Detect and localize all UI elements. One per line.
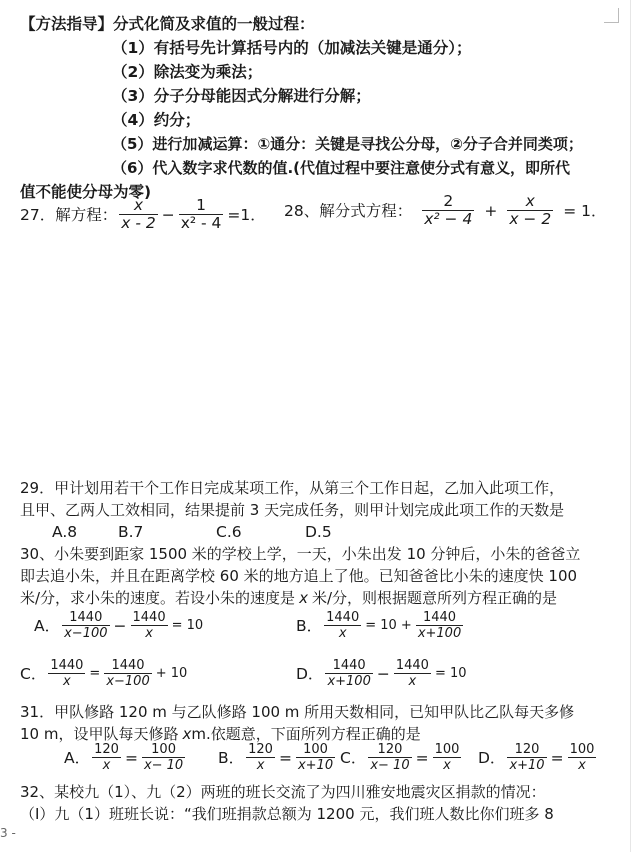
q28-plus: + xyxy=(484,201,498,220)
q31-a-eq: = xyxy=(124,748,138,767)
q31-d-f1-num: 120 xyxy=(507,742,546,758)
q31-option-c xyxy=(340,742,463,773)
q30-option-a xyxy=(34,610,205,641)
q28-f2-num: x xyxy=(507,193,553,211)
q31-a-frac-2 xyxy=(142,742,185,773)
q30-d-f1-num: 1440 xyxy=(325,658,372,674)
q31-c-f2-den: x xyxy=(443,758,451,773)
q31-d-label: D． xyxy=(478,748,506,767)
q31-a-label: A． xyxy=(64,748,91,767)
q30-line-1: 30、小朱要到距家 1500 米的学校上学，一天，小朱出发 10 分钟后，小朱的爸爸立 xyxy=(20,545,581,563)
q31-a-frac-1 xyxy=(92,742,121,773)
q27-fraction-1 xyxy=(119,197,157,232)
q30-a-f2-num: 1440 xyxy=(132,610,166,625)
q27-f1-den: x - 2 xyxy=(121,214,156,232)
q30-d-frac-2 xyxy=(394,658,431,689)
q30-c-mid: = xyxy=(89,665,101,681)
q31-variable: x xyxy=(182,725,192,743)
q30-c-frac-2 xyxy=(104,658,151,689)
q31-c-f1-den: x− 10 xyxy=(370,758,410,773)
q28-f1-num: 2 xyxy=(422,193,474,211)
q30-a-f1-num: 1440 xyxy=(62,610,109,626)
guide-title: 分式化简及求值的一般过程： xyxy=(113,15,315,33)
question-28 xyxy=(284,193,609,228)
q30-b-mid: = 10 + xyxy=(365,617,412,633)
q31-line-2a: 10 m，设甲队每天修路 xyxy=(20,725,179,743)
q31-option-a xyxy=(64,742,187,773)
q30-c-f1-den: x xyxy=(63,674,71,689)
q31-c-frac-2 xyxy=(433,742,462,773)
q27-f2-den: x² - 4 xyxy=(180,214,222,232)
q30-a-f1-den: x−100 xyxy=(64,626,108,641)
q30-line-3a: 米/分，求小朱的速度。若设小朱的速度是 xyxy=(20,589,296,607)
q31-c-f2-num: 100 xyxy=(434,742,460,757)
q30-c-f2-num: 1440 xyxy=(104,658,151,674)
q31-line-2 xyxy=(20,724,421,744)
q31-option-b xyxy=(218,742,337,773)
q31-line-1: 31．甲队修路 120 m 与乙队修路 100 m 所用天数相同，已知甲队比乙队每天多修 xyxy=(20,703,575,721)
q31-b-frac-1 xyxy=(246,742,275,773)
q30-line-2: 即去追小朱，并且在距离学校 60 米的地方追上了他。已知爸爸比小朱的速度快 100 xyxy=(20,567,578,585)
guide-step-5: （5）进行加减运算：①通分：关键是寻找公分母，②分子合并同类项； xyxy=(112,135,583,153)
q31-c-eq: = xyxy=(415,748,429,767)
q31-c-f1-num: 120 xyxy=(368,742,411,758)
q30-c-tail: + 10 xyxy=(155,665,188,681)
q27-minus: − xyxy=(161,205,175,224)
q27-tail: =1． xyxy=(227,205,266,224)
q29-option-d: D.5 xyxy=(305,523,332,541)
q30-b-f2-den: x+100 xyxy=(417,626,462,641)
q30-d-tail: = 10 xyxy=(434,665,467,681)
q30-a-f2-den: x xyxy=(145,626,153,641)
q30-c-f1-num: 1440 xyxy=(50,658,84,673)
q30-d-f2-num: 1440 xyxy=(395,658,429,673)
q30-option-c xyxy=(20,658,189,689)
q31-a-f2-num: 100 xyxy=(142,742,185,758)
q30-b-f1-den: x xyxy=(338,626,347,641)
guide-step-4: （4）约分； xyxy=(112,111,201,129)
q31-d-f2-num: 100 xyxy=(569,742,595,757)
q30-line-3b: 米/分，则根据题意所列方程正确的是 xyxy=(311,589,558,607)
q30-c-frac-1 xyxy=(48,658,85,689)
q31-d-eq: = xyxy=(550,748,564,767)
q30-d-op: − xyxy=(376,664,390,683)
corner-mark xyxy=(604,8,619,23)
q30-b-label: B． xyxy=(296,616,323,635)
q28-fraction-1 xyxy=(422,193,474,228)
q30-variable: x xyxy=(299,589,308,607)
q31-d-frac-2 xyxy=(568,742,597,773)
q28-tail: = 1． xyxy=(563,201,607,220)
q30-option-d xyxy=(296,658,469,689)
q30-a-label: A． xyxy=(34,616,61,635)
q30-b-frac-2 xyxy=(416,610,463,641)
guide-step-6-cont: 值不能使分母为零) xyxy=(20,183,152,201)
q29-line-2: 且甲、乙两人工效相同，结果提前 3 天完成任务，则甲计划完成此项工作的天数是 xyxy=(20,501,565,519)
q30-d-f2-den: x xyxy=(408,674,417,689)
q27-f2-num: 1 xyxy=(179,197,224,215)
q31-c-label: C． xyxy=(340,748,367,767)
q32-line-2: （Ⅰ）九（1）班班长说：“我们班捐款总额为 1200 元，我们班人数比你们班多 8 xyxy=(20,805,554,823)
q30-b-f1-num: 1440 xyxy=(326,610,360,625)
q31-b-f1-den: x xyxy=(256,758,265,773)
q30-a-tail: = 10 xyxy=(171,617,204,633)
q31-b-f1-num: 120 xyxy=(248,742,273,757)
q30-d-f1-den: x+100 xyxy=(327,674,371,689)
q30-c-f2-den: x−100 xyxy=(106,674,150,689)
q31-a-f1-den: x xyxy=(102,758,111,773)
q27-f1-num: x xyxy=(119,197,157,215)
question-27 xyxy=(20,197,268,232)
q30-line-3 xyxy=(20,588,557,608)
guide-step-2: （2）除法变为乘法； xyxy=(112,63,263,81)
q27-fraction-2 xyxy=(179,197,224,232)
q32-line-1: 32、某校九（1）、九（2）两班的班长交流了为四川雅安地震灾区捐款的情况： xyxy=(20,783,546,801)
q31-c-frac-1 xyxy=(368,742,411,773)
q29-option-b: B.7 xyxy=(118,523,144,541)
q30-d-frac-1 xyxy=(325,658,372,689)
guide-heading xyxy=(20,14,315,34)
q30-b-f2-num: 1440 xyxy=(416,610,463,626)
guide-step-3: （3）分子分母能因式分解进行分解； xyxy=(112,87,371,105)
q30-a-frac-1 xyxy=(62,610,109,641)
q29-option-c: C.6 xyxy=(216,523,242,541)
q30-a-frac-2 xyxy=(131,610,168,641)
q31-line-2b: m.依题意，下面所列方程正确的是 xyxy=(191,725,421,743)
q31-a-f1-num: 120 xyxy=(94,742,119,757)
q29-line-1: 29．甲计划用若干个工作日完成某项工作，从第三个工作日起，乙加入此项工作， xyxy=(20,479,565,497)
page-right-rule xyxy=(630,0,631,852)
q31-d-frac-1 xyxy=(507,742,546,773)
q29-option-a: A.8 xyxy=(52,523,78,541)
q27-label: 27．解方程： xyxy=(20,205,118,224)
q31-d-f1-den: x+10 xyxy=(509,758,545,773)
q31-b-label: B． xyxy=(218,748,245,767)
q28-f1-den: x² − 4 xyxy=(424,210,473,228)
q30-a-op: − xyxy=(113,616,127,635)
q31-b-frac-2 xyxy=(296,742,335,773)
q28-fraction-2 xyxy=(507,193,553,228)
q28-label: 28、解分式方程： xyxy=(284,201,413,220)
q30-d-label: D． xyxy=(296,664,324,683)
q31-d-f2-den: x xyxy=(578,758,586,773)
q30-option-b xyxy=(296,610,465,641)
page-number: 3 - xyxy=(0,826,16,840)
q28-f2-den: x − 2 xyxy=(509,210,552,228)
q31-a-f2-den: x− 10 xyxy=(143,758,184,773)
q30-c-label: C． xyxy=(20,664,47,683)
q31-option-d xyxy=(478,742,598,773)
q31-b-f2-num: 100 xyxy=(296,742,335,758)
guide-step-1: （1）有括号先计算括号内的（加减法关键是通分）； xyxy=(112,39,472,57)
guide-step-6: （6）代入数字求代数的值.(代值过程中要注意使分式有意义，即所代 xyxy=(112,159,570,177)
q31-b-f2-den: x+10 xyxy=(297,758,334,773)
q31-b-eq: = xyxy=(278,748,292,767)
guide-tag: 【方法指导】 xyxy=(20,15,114,33)
q30-b-frac-1 xyxy=(324,610,361,641)
